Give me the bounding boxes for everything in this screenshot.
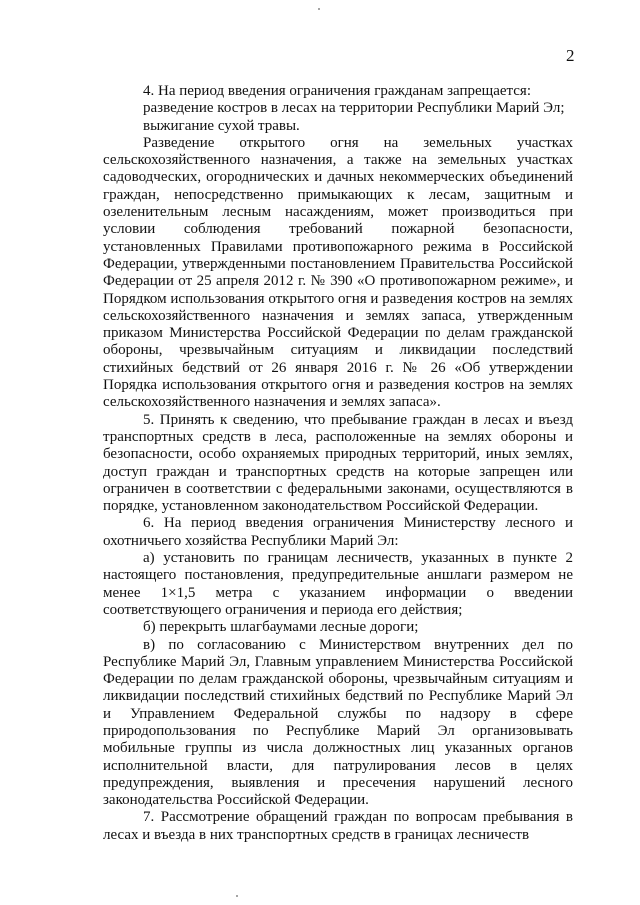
paragraph-5: 5. Принять к сведению, что пребывание граждан в лесах и въезд транспортных средств в леса, расположенные на землях обороны и безопасности, особо охраняемых природных территорий, иных землях, доступ граждан и транспортных средств на которые запрещен или ограничен в соответствии с федеральными законами, осуществляются в порядке, установленном законодательством Российской Федерации. — [103, 411, 573, 515]
paragraph-open-fire: Разведение открытого огня на земельных участках сельскохозяйственного назначения, а также на земельных участках садоводческих, огороднических и дачных некоммерческих объединений граждан, непосредственно примыкающих к лесам, защитным и озеленительным лесным насаждениям, может производиться при условии соблюдения требований пожарной безопасности, установленных Правилами противопожарного режима в Российской Федерации, утвержденными постановлением Правительства Российской Федерации от 25 апреля 2012 г. № 390 «О противопожарном режиме», и Порядком использования открытого огня и разведения костров на землях сельскохозяйственного назначения и землях запаса, утвержденным приказом Министерства Российской Федерации по делам гражданской обороны, чрезвычайным ситуациям и ликвидации последствий стихийных бедствий от 26 января 2016 г. № 26 «Об утверждении Порядка использования открытого огня и разведения костров на землях сельскохозяйственного назначения и землях запаса». — [103, 134, 573, 411]
paragraph-4-heading: 4. На период введения ограничения гражданам запрещается: — [143, 83, 531, 99]
paragraph-4-item-grass: выжигание сухой травы. — [143, 117, 300, 134]
paragraph-6: 6. На период введения ограничения Министерству лесного и охотничьего хозяйства Республики Марий Эл: — [103, 515, 573, 549]
paragraph-6b: б) перекрыть шлагбаумами лесные дороги; — [143, 619, 419, 636]
paragraph-4-item-campfires: разведение костров в лесах на территории Республики Марий Эл; — [143, 100, 565, 117]
paragraph-6v: в) по согласованию с Министерством внутренних дел по Республике Марий Эл, Главным управлением Министерства Российской Федерации по делам гражданской обороны, чрезвычайным ситуациям и ликвидации последствий стихийных бедствий по Республике Марий Эл и Управлением Федеральной службы по надзору в сфере природопользования по Республике Марий Эл организовывать мобильные группы из числа должностных лиц указанных органов исполнительной власти, для патрулирования лесов в целях предупреждения, выявления и пресечения нарушений лесного законодательства Российской Федерации. — [103, 636, 573, 809]
page-number: 2 — [566, 46, 575, 65]
paragraph-7: 7. Рассмотрение обращений граждан по вопросам пребывания в лесах и въезда в них транспортных средств в границах лесничеств — [103, 809, 573, 843]
scan-dot-top — [318, 8, 320, 10]
scan-dot-bottom — [236, 895, 238, 897]
paragraph-6a: а) установить по границам лесничеств, указанных в пункте 2 настоящего постановления, предупредительные аншлаги размером не менее 1×1,5 метра с указанием информации о введении соответствующего ограничения и периода его действия; — [103, 550, 573, 618]
document-body — [103, 83, 573, 844]
